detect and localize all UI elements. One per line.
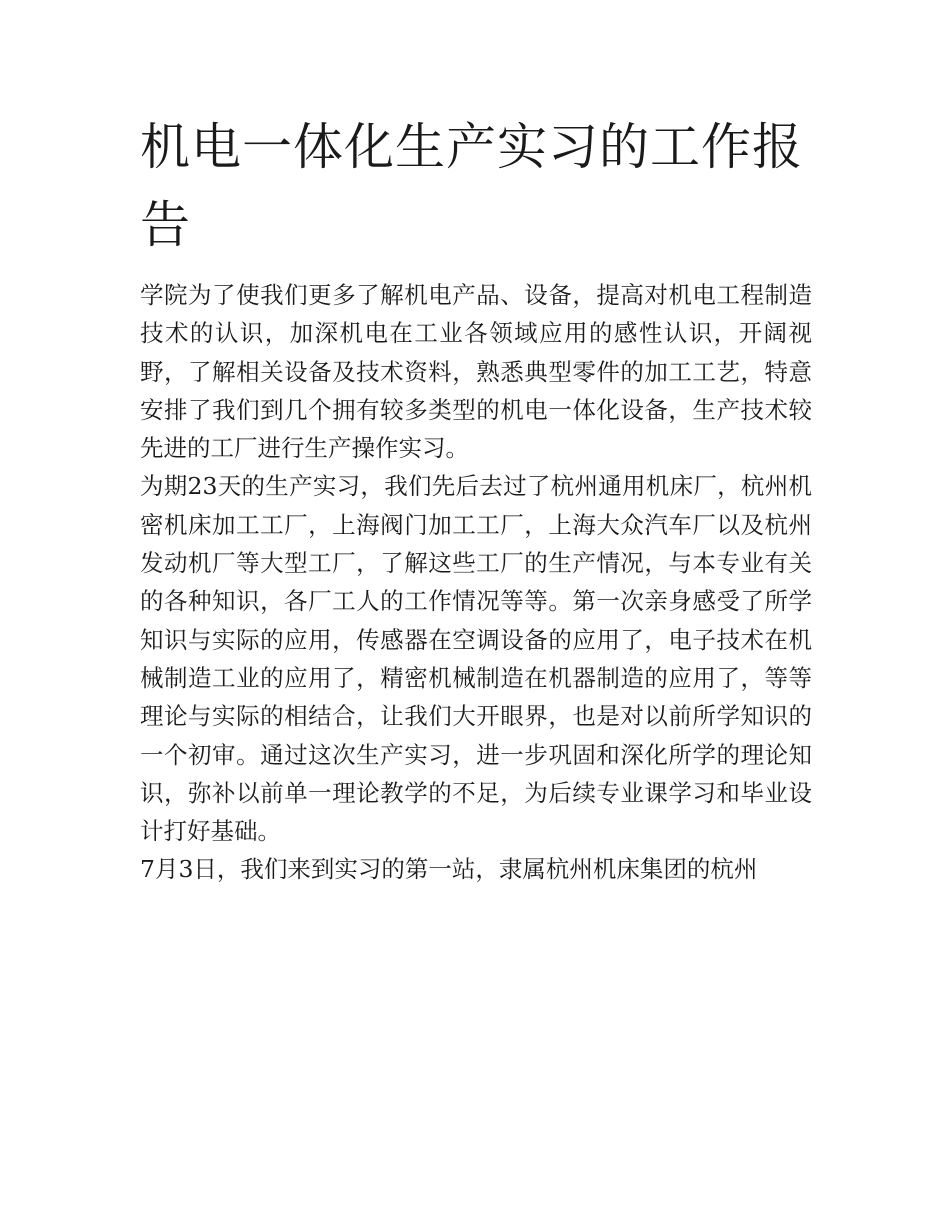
document-page [140,108,812,889]
title-spacer [140,264,812,276]
paragraph-first-stop: 7月3日，我们来到实习的第一站，隶属杭州机床集团的杭州 [140,855,758,884]
paragraph-internship-overview: 为期23天的生产实习，我们先后去过了杭州通用机床厂，杭州机密机床加工工厂，上海阀门加工工厂，上海大众汽车厂以及杭州发动机厂等大型工厂，了解这些工厂的生产情况，与本专业有关的各种知识，各厂工人的工作情况等等。第一次亲身感受了所学知识与实际的应用，传感器在空调设备的应用了，电子技术在机械制造工业的应用了，精密机械制造在机器制造的应用了，等等理论与实际的相结合，让我们大开眼界，也是对以前所学知识的一个初审。通过这次生产实习，进一步巩固和深化所学的理论知识，弥补以前单一理论教学的不足，为后续专业课学习和毕业设计打好基础。 [140,472,812,846]
document-title: 机电一体化生产实习的工作报告 [140,118,803,254]
paragraph-intro: 学院为了使我们更多了解机电产品、设备，提高对机电工程制造技术的认识，加深机电在工业各领域应用的感性认识，开阔视野，了解相关设备及技术资料，熟悉典型零件的加工工艺，特意安排了我们到几个拥有较多类型的机电一体化设备，生产技术较先进的工厂进行生产操作实习。 [140,281,812,463]
